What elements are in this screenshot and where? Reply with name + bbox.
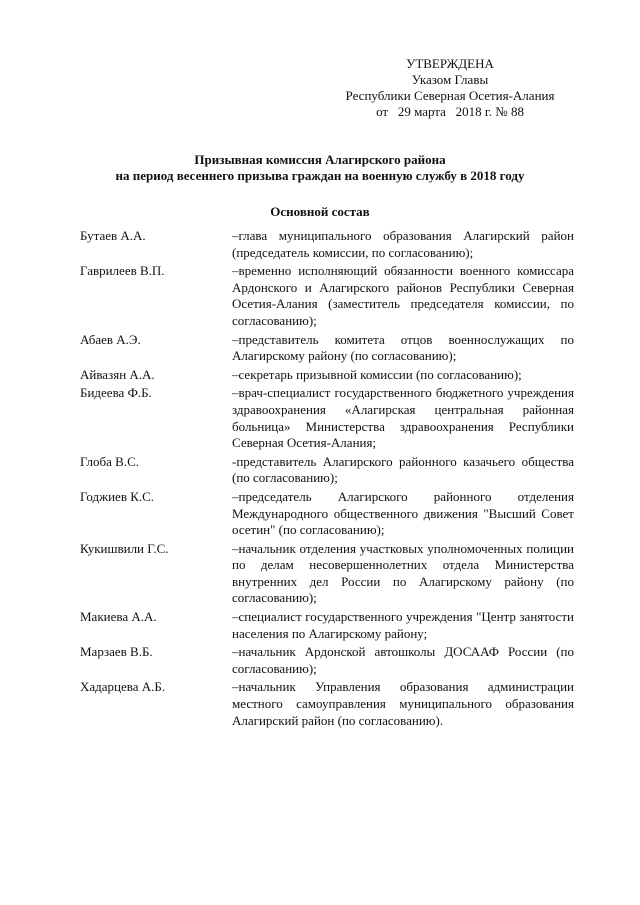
member-name: Бидеева Ф.Б. (80, 385, 152, 401)
member-role: –председатель Алагирского районного отделения Международного общественного движения "Высший Совет осетин" (по согласованию); (232, 488, 574, 538)
member-row (80, 489, 574, 539)
members-list (80, 228, 574, 731)
member-role: –глава муниципального образования Алагирский район (председатель комиссии, по согласованию); (232, 228, 574, 260)
approval-republic: Республики Северная Осетия-Алания (345, 88, 555, 103)
approval-decree: Указом Главы (411, 72, 489, 87)
section-title: Основной состав (270, 204, 370, 219)
member-name: Глоба В.С. (80, 453, 140, 469)
member-name: Абаев А.Э. (80, 331, 141, 347)
member-name: Марзаев В.Б. (80, 644, 153, 660)
member-row (80, 454, 574, 487)
member-row (80, 679, 574, 729)
document-title-line2: на период весеннего призыва граждан на военную службу в 2018 году (115, 168, 525, 183)
approval-date: от 29 марта 2018 г. № 88 (376, 104, 524, 119)
approval-stamp (330, 56, 570, 120)
member-row (80, 263, 574, 329)
approval-status: УТВЕРЖДЕНА (406, 56, 494, 71)
member-name: Гаврилеев В.П. (80, 263, 165, 279)
member-role: –представитель комитета отцов военнослужащих по Алагирскому району (по согласованию); (232, 331, 574, 364)
member-row (80, 367, 574, 384)
member-name: Айвазян А.А. (80, 366, 155, 382)
member-row (80, 228, 574, 261)
member-role: –начальник Ардонской автошколы ДОСААФ России (по согласованию); (232, 644, 574, 676)
member-row (80, 332, 574, 365)
member-name: Макиева А.А. (80, 609, 157, 625)
member-role: –начальник отделения участковых уполномоченных полиции по делам несовершеннолетних отдела Министерства внутренних дел России по Алагирскому району (по согласованию); (232, 540, 574, 606)
member-role: -представитель Алагирского районного казачьего общества (по согласованию); (232, 453, 574, 486)
document-title (0, 152, 640, 184)
member-name: Годжиев К.С. (80, 488, 155, 504)
member-row (80, 644, 574, 677)
member-role: –начальник Управления образования администрации местного самоуправления муниципального образования Алагирский район (по согласованию). (232, 679, 574, 728)
member-row (80, 609, 574, 642)
member-name: Хадарцева А.Б. (80, 679, 166, 695)
member-name: Бутаев А.А. (80, 228, 146, 243)
member-row (80, 541, 574, 607)
member-role: –временно исполняющий обязанности военного комиссара Ардонского и Алагирского районов Республики Северная Осетия-Алания (заместитель председателя комиссии, по согласованию); (232, 263, 574, 328)
member-role: –врач-специалист государственного бюджетного учреждения здравоохранения «Алагирская центральная районная больница» Министерства здравоохранения Республики Северная Осетия-Алания; (232, 385, 574, 451)
member-name: Кукишвили Г.С. (80, 540, 169, 556)
member-role: –секретарь призывной комиссии (по согласованию); (232, 366, 522, 382)
member-role: –специалист государственного учреждения "Центр занятости населения по Алагирскому району; (232, 609, 574, 641)
member-row (80, 385, 574, 451)
document-title-line1: Призывная комиссия Алагирского района (194, 152, 446, 167)
